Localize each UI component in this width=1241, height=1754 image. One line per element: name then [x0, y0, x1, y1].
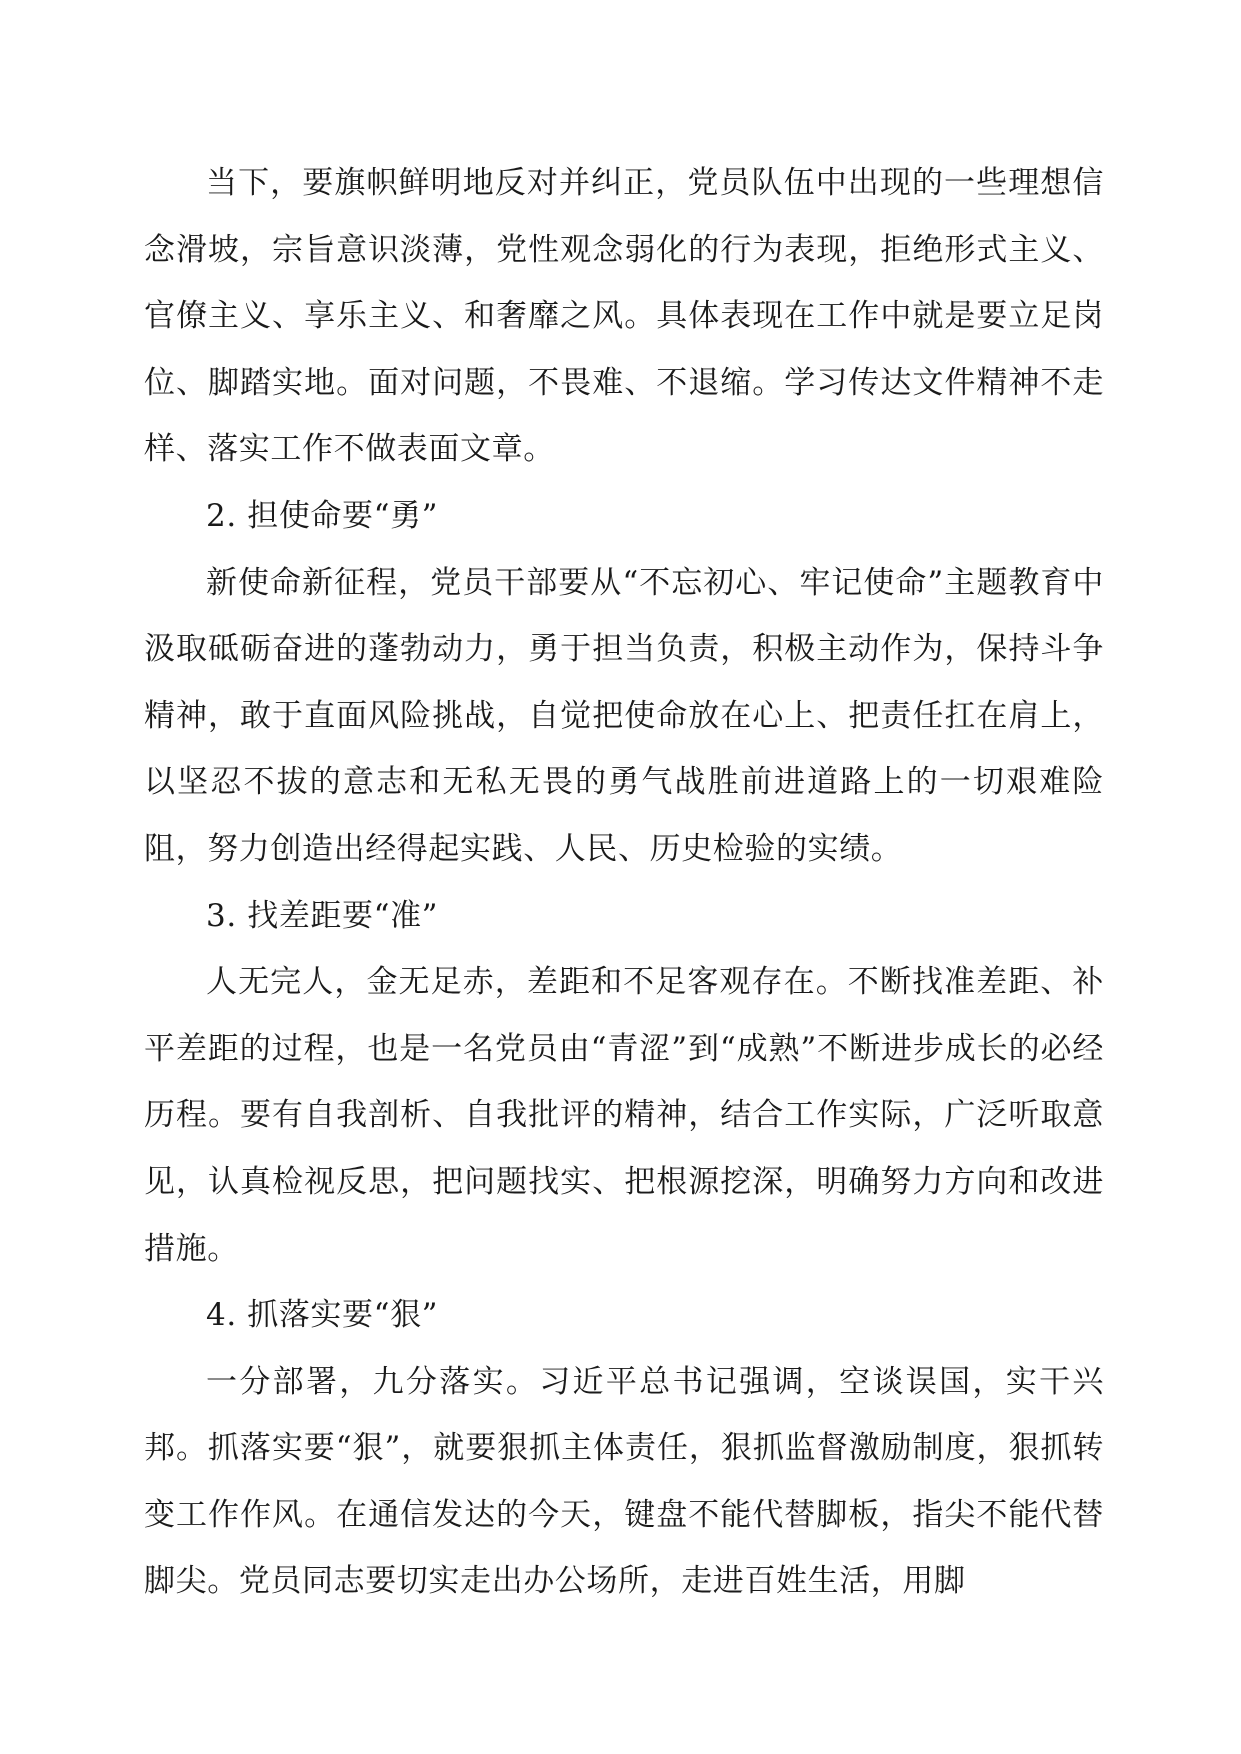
section-heading-mission: 2. 担使命要“勇” [206, 497, 439, 534]
paragraph-implementation: 一分部署，九分落实。习近平总书记强调，空谈误国，实干兴邦。抓落实要“狠”，就要狠抓主体责任，狠抓监督激励制度，狠抓转变工作作风。在通信发达的今天，键盘不能代替脚板，指尖不能代替脚尖。党员同志要切实走出办公场所，走进百姓生活，用脚 [144, 1363, 1104, 1600]
paragraph-mission: 新使命新征程，党员干部要从“不忘初心、牢记使命”主题教育中汲取砥砺奋进的蓬勃动力，勇于担当负责，积极主动作为，保持斗争精神，敢于直面风险挑战，自觉把使命放在心上、把责任扛在肩上，以坚忍不拔的意志和无私无畏的勇气战胜前进道路上的一切艰难险阻，努力创造出经得起实践、人民、历史检验的实绩。 [144, 564, 1104, 867]
paragraph-oppose-formalism: 当下，要旗帜鲜明地反对并纠正，党员队伍中出现的一些理想信念滑坡，宗旨意识淡薄，党性观念弱化的行为表现，拒绝形式主义、官僚主义、享乐主义、和奢靡之风。具体表现在工作中就是要立足岗位、脚踏实地。面对问题，不畏难、不退缩。学习传达文件精神不走样、落实工作不做表面文章。 [144, 165, 1104, 468]
body-text [144, 150, 1104, 1615]
section-heading-implementation: 4. 抓落实要“狠” [206, 1297, 439, 1334]
section-heading-gap: 3. 找差距要“准” [206, 897, 439, 934]
paragraph-gap: 人无完人，金无足赤，差距和不足客观存在。不断找准差距、补平差距的过程，也是一名党员由“青涩”到“成熟”不断进步成长的必经历程。要有自我剖析、自我批评的精神，结合工作实际，广泛听取意见，认真检视反思，把问题找实、把根源挖深，明确努力方向和改进措施。 [144, 964, 1104, 1267]
